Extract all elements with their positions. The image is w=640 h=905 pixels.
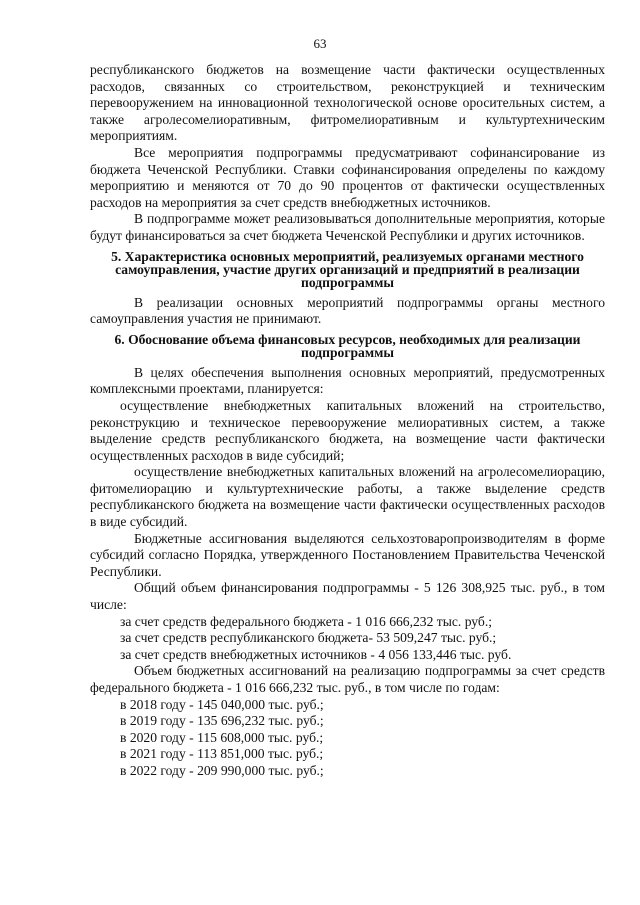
year-amount: в 2018 году - 145 040,000 тыс. руб.;	[120, 696, 324, 712]
section-6-intro: В целях обеспечения выполнения основных мероприятий, предусмотренных комплексными проектами, планируется:	[90, 364, 605, 397]
list-item: осуществление внебюджетных капитальных вложений на агролесомелиорацию, фитомелиорацию и культуртехнические работы, а также выделение средств республиканского бюджета на возмещение части фактически осуществленных расходов в виде субсидий.	[90, 464, 605, 530]
paragraph: В подпрограмме может реализовываться дополнительные мероприятия, которые будут финансироваться за счет бюджета Чеченской Республики и других источников.	[90, 211, 605, 243]
federal-intro: Объем бюджетных ассигнований на реализацию подпрограммы за счет средств федерального бюджета - 1 016 666,232 тыс. руб., в том числе по годам:	[90, 663, 605, 695]
page-number: 63	[313, 36, 327, 51]
subsidies-paragraph: Бюджетные ассигнования выделяются сельхозтоваропроизводителям в форме субсидий согласно Порядка, утвержденного Постановлением Правительства Чеченской Республики.	[90, 530, 605, 579]
total-financing: Общий объем финансирования подпрограммы - 5 126 308,925 тыс. руб., в том числе:	[90, 580, 605, 613]
year-amount: в 2021 году - 113 851,000 тыс. руб.;	[120, 746, 324, 762]
section-5-heading: 5. Характеристика основных мероприятий, реализуемых органами местного самоуправления, участие других организаций и предприятий в реализации подпрограммы	[111, 248, 584, 290]
funding-source: за счет средств внебюджетных источников - 4 056 133,446 тыс. руб.	[120, 646, 512, 662]
year-amount: в 2019 году - 135 696,232 тыс. руб.;	[120, 713, 324, 729]
funding-source: за счет средств федерального бюджета - 1 016 666,232 тыс. руб.;	[120, 613, 493, 629]
paragraph: республиканского бюджетов на возмещение части фактически осуществленных расходов, связанных со строительством, реконструкцией и техническим перевооружением на инновационной технологической основе оросительных систем, а также агролесомелиоративным, фитромелиоративным и культуртехническим мероприятиям.	[90, 62, 605, 144]
section-6-heading: 6. Обоснование объема финансовых ресурсов, необходимых для реализации подпрограммы	[114, 331, 581, 360]
funding-source: за счет средств республиканского бюджета- 53 509,247 тыс. руб.;	[120, 630, 497, 646]
section-5-text: В реализации основных мероприятий подпрограммы органы местного самоуправления участия не принимают.	[90, 294, 605, 327]
page-content	[90, 62, 605, 780]
list-item: осуществление внебюджетных капитальных вложений на строительство, реконструкцию и техническое перевооружение мелиоративных систем, а также выделение средств республиканского бюджета, на возмещение части фактически осуществленных расходов в виде субсидий;	[90, 397, 605, 463]
paragraph: Все мероприятия подпрограммы предусматривают софинансирование из бюджета Чеченской Республики. Ставки софинансирования определены по каждому мероприятию и меняются от 70 до 90 процентов от фактически осуществленных расходов на мероприятия за счет средств внебюджетных источников.	[90, 144, 605, 210]
year-amount: в 2022 году - 209 990,000 тыс. руб.;	[120, 762, 324, 778]
year-amount: в 2020 году - 115 608,000 тыс. руб.;	[120, 729, 324, 745]
